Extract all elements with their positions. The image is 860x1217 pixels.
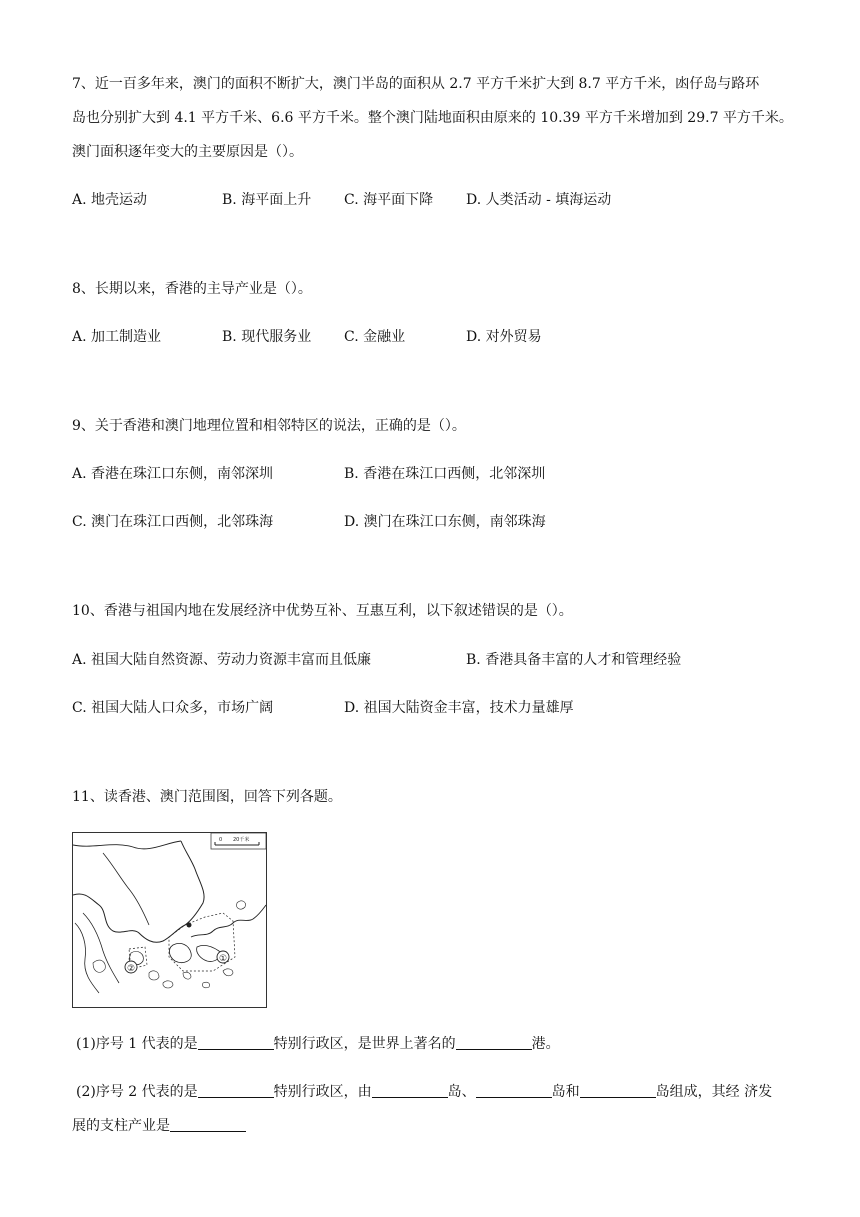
q7-stem-line2: 岛也分别扩大到 4.1 平方千米、6.6 平方千米。整个澳门陆地面积由原来的 10.39 平方千米增加到 29.7 平方千米。 xyxy=(72,110,793,126)
q11-sub2-part-d: 岛和 xyxy=(551,1084,580,1100)
q7-stem-line1: 7、近一百多年来，澳门的面积不断扩大，澳门半岛的面积从 2.7 平方千米扩大到 8.7 平方千米，凼仔岛与路环 xyxy=(72,76,760,92)
q9-option-a[interactable]: A. 香港在珠江口东侧，南邻深圳 xyxy=(72,466,274,482)
q11-stem: 11、读香港、澳门范围图，回答下列各题。 xyxy=(72,789,342,805)
q11-sub2-part-c: 岛、 xyxy=(447,1084,476,1100)
q11-sub2-blank-4[interactable] xyxy=(580,1083,656,1098)
scale-distance-label: 20千米 xyxy=(233,837,250,843)
q11-sub2-part-a: (2)序号 2 代表的是 xyxy=(76,1084,198,1100)
q11-sub1-part-c: 港。 xyxy=(531,1036,560,1052)
lantau-island xyxy=(169,943,191,962)
city-dot xyxy=(187,923,192,928)
hk-island xyxy=(197,945,220,961)
q11-sub1-blank-2[interactable] xyxy=(456,1035,532,1050)
q10-option-d[interactable]: D. 祖国大陆资金丰富，技术力量雄厚 xyxy=(344,700,574,716)
q9-stem: 9、关于香港和澳门地理位置和相邻特区的说法，正确的是（）。 xyxy=(72,418,466,434)
q11-sub2-blank-1[interactable] xyxy=(198,1083,274,1098)
q8-option-a[interactable]: A. 加工制造业 xyxy=(72,329,162,345)
q11-sub1-part-a: (1)序号 1 代表的是 xyxy=(76,1036,198,1052)
q7-stem-line3: 澳门面积逐年变大的主要原因是（）。 xyxy=(72,144,303,160)
hk-macau-map xyxy=(72,832,267,1008)
q10-option-c[interactable]: C. 祖国大陆人口众多，市场广阔 xyxy=(72,700,274,716)
q11-sub2-line1 xyxy=(76,1082,772,1102)
q10-option-a[interactable]: A. 祖国大陆自然资源、劳动力资源丰富而且低廉 xyxy=(72,652,372,668)
q11-sub1-part-b: 特别行政区，是世界上著名的 xyxy=(273,1036,456,1052)
scale-zero-label: 0 xyxy=(219,837,223,843)
q7-option-a[interactable]: A. 地壳运动 xyxy=(72,192,148,208)
map-drawing xyxy=(73,833,266,1007)
q9-option-b[interactable]: B. 香港在珠江口西侧，北邻深圳 xyxy=(344,466,546,482)
q10-option-b[interactable]: B. 香港具备丰富的人才和管理经验 xyxy=(466,652,682,668)
q10-stem: 10、香港与祖国内地在发展经济中优势互补、互惠互利，以下叙述错误的是（）。 xyxy=(72,603,573,619)
marker-1-label: ① xyxy=(219,954,228,964)
coastline xyxy=(73,841,204,942)
q7-option-c[interactable]: C. 海平面下降 xyxy=(344,192,434,208)
q11-sub2-line2 xyxy=(72,1116,246,1136)
q11-sub2-part-b: 特别行政区，由 xyxy=(273,1084,372,1100)
q8-option-d[interactable]: D. 对外贸易 xyxy=(466,329,542,345)
q7-option-b[interactable]: B. 海平面上升 xyxy=(222,192,312,208)
q11-sub1 xyxy=(76,1034,560,1054)
river-branch xyxy=(103,853,149,925)
q9-option-c[interactable]: C. 澳门在珠江口西侧，北邻珠海 xyxy=(72,514,274,530)
river-north xyxy=(73,841,181,849)
q9-option-d[interactable]: D. 澳门在珠江口东侧，南邻珠海 xyxy=(344,514,546,530)
east-coast xyxy=(191,905,266,937)
west-river xyxy=(75,923,99,993)
q11-sub2-blank-3[interactable] xyxy=(476,1083,552,1098)
q11-sub2-part-f: 展的支柱产业是 xyxy=(72,1118,170,1134)
marker-2-label: ② xyxy=(127,964,136,974)
q11-sub2-blank-5[interactable] xyxy=(170,1117,246,1132)
q8-stem: 8、长期以来，香港的主导产业是（）。 xyxy=(72,281,312,297)
q7-option-d[interactable]: D. 人类活动 - 填海运动 xyxy=(466,192,612,208)
q8-option-c[interactable]: C. 金融业 xyxy=(344,329,406,345)
q11-sub2-part-e: 岛组成，其经 济发 xyxy=(655,1084,773,1100)
q11-sub1-blank-1[interactable] xyxy=(198,1035,274,1050)
q11-sub2-blank-2[interactable] xyxy=(372,1083,448,1098)
q8-option-b[interactable]: B. 现代服务业 xyxy=(222,329,312,345)
